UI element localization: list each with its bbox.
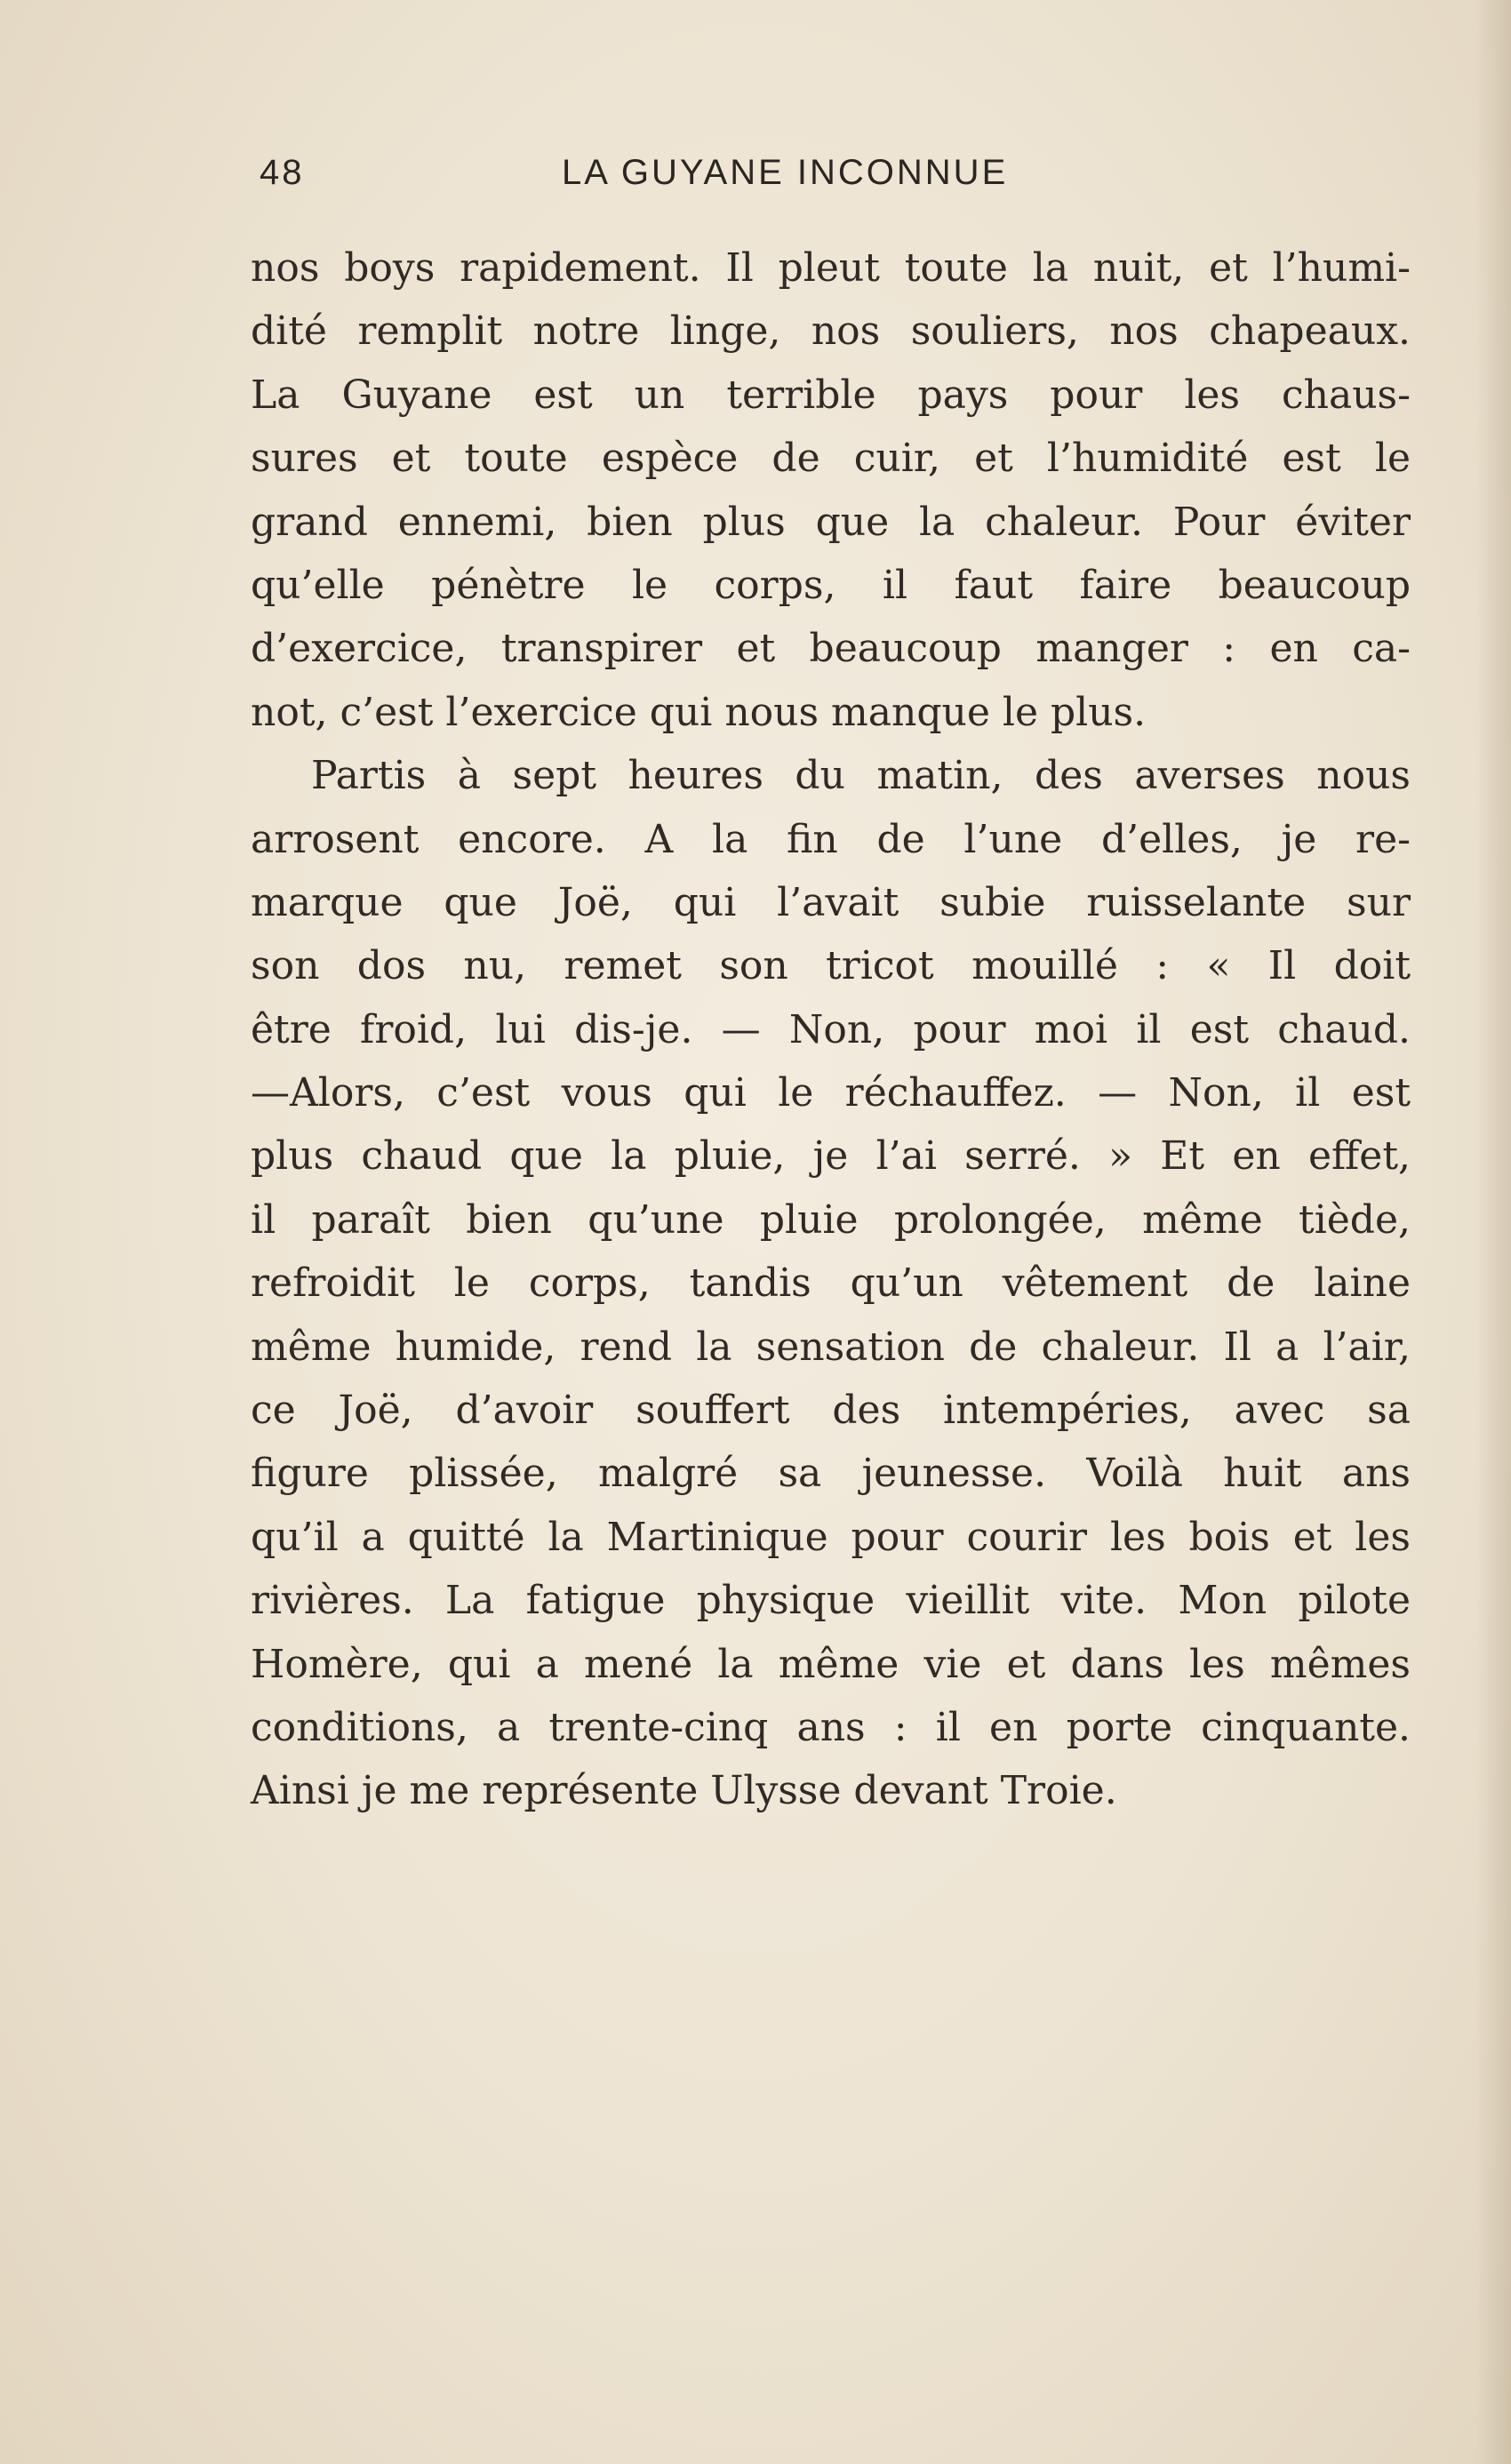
- text-line: La Guyane est un terrible pays pour les chaus-: [251, 372, 1411, 418]
- text-line: dité remplit notre linge, nos souliers, nos chapeaux.: [251, 308, 1411, 355]
- running-title: LA GUYANE INCONNUE: [562, 153, 1009, 192]
- text-line: ce Joë, d’avoir souffert des intempéries, avec sa: [251, 1388, 1411, 1434]
- text-line: rivières. La fatigue physique vieillit vite. Mon pilote: [251, 1578, 1411, 1624]
- text-line: Homère, qui a mené la même vie et dans les mêmes: [251, 1641, 1411, 1687]
- body-text: [251, 236, 1411, 1823]
- text-line: même humide, rend la sensation de chaleur. Il a l’air,: [251, 1324, 1411, 1370]
- text-line: plus chaud que la pluie, je l’ai serré. » Et en effet,: [251, 1133, 1411, 1180]
- text-line: —Alors, c’est vous qui le réchauffez. — Non, il est: [251, 1070, 1411, 1116]
- text-line: Partis à sept heures du matin, des averses nous: [311, 753, 1411, 799]
- text-line: être froid, lui dis-je. — Non, pour moi il est chaud.: [251, 1006, 1411, 1052]
- text-line: il paraît bien qu’une pluie prolongée, même tiède,: [251, 1196, 1411, 1243]
- text-line: qu’elle pénètre le corps, il faut faire beaucoup: [251, 562, 1411, 608]
- text-line: nos boys rapidement. Il pleut toute la nuit, et l’humi-: [251, 245, 1411, 291]
- text-line: son dos nu, remet son tricot mouillé : « Il doit: [251, 943, 1411, 989]
- text-line: conditions, a trente-cinq ans : il en porte cinquante.: [251, 1704, 1411, 1750]
- text-line: marque que Joë, qui l’avait subie ruisselante sur: [251, 879, 1411, 925]
- page-edge-shadow: [1475, 0, 1511, 2464]
- text-line: sures et toute espèce de cuir, et l’humidité est le: [251, 436, 1411, 482]
- text-line: refroidit le corps, tandis qu’un vêtement de laine: [251, 1260, 1411, 1307]
- text-line: d’exercice, transpirer et beaucoup manger : en ca-: [251, 626, 1411, 672]
- text-line: figure plissée, malgré sa jeunesse. Voilà huit ans: [251, 1451, 1411, 1497]
- text-line: arrosent encore. A la fin de l’une d’elles, je re-: [251, 816, 1411, 862]
- text-line: Ainsi je me représente Ulysse devant Troie.: [251, 1768, 1117, 1814]
- text-line: qu’il a quitté la Martinique pour courir les bois et les: [251, 1514, 1411, 1560]
- page-number: 48: [260, 153, 305, 192]
- text-line: not, c’est l’exercice qui nous manque le plus.: [251, 689, 1147, 735]
- page-header: [260, 153, 1122, 206]
- text-line: grand ennemi, bien plus que la chaleur. Pour éviter: [251, 499, 1411, 545]
